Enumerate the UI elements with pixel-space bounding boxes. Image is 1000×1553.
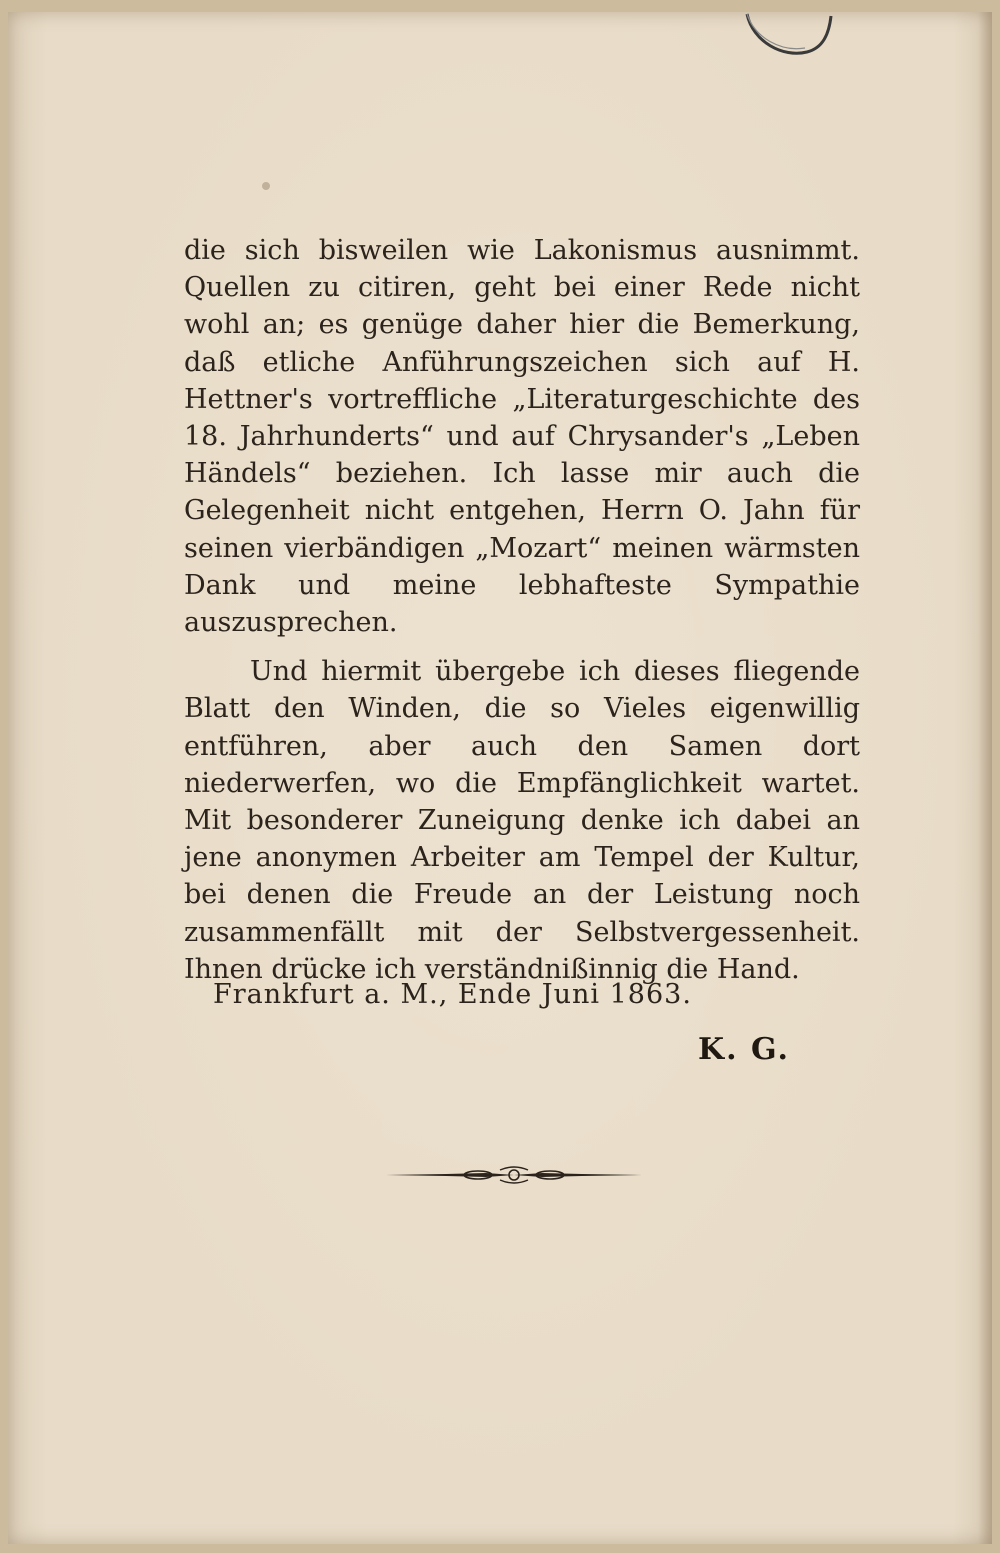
page-edge-shading: [978, 12, 992, 1544]
dateline: Frankfurt a. M., Ende Juni 1863.: [213, 979, 692, 1010]
binding-thread-mark: [743, 12, 835, 60]
body-text: [184, 232, 860, 988]
author-initials: K. G.: [698, 1032, 790, 1067]
paper-spot: [262, 182, 270, 190]
book-page: [8, 12, 992, 1544]
paragraph-2: Und hiermit übergebe ich dieses fliegende Blatt den Winden, die so Vieles eigenwillig entführen, aber auch den Samen dort niederwerfen, wo die Empfänglichkeit wartet. Mit besonderer Zuneigung denke ich dabei an jene anonymen Arbeiter am Tempel der Kultur, bei denen die Freude an der Leistung noch zusammenfällt mit der Selbstvergessenheit. Ihnen drücke ich verständnißinnig die Hand.: [184, 656, 860, 985]
paragraph-1: die sich bisweilen wie Lakonismus ausnimmt. Quellen zu citiren, geht bei einer Rede nicht wohl an; es genüge daher hier die Bemerkung, daß etliche Anführungszeichen sich auf H. Hettner's vortreffliche „Literaturgeschichte des 18. Jahrhunderts“ und auf Chrysander's „Leben Händels“ beziehen. Ich lasse mir auch die Gelegenheit nicht entgehen, Herrn O. Jahn für seinen vierbändigen „Mozart“ meinen wärmsten Dank und meine lebhafteste Sympathie auszusprechen.: [184, 235, 860, 639]
ornamental-divider-icon: [386, 1164, 642, 1186]
